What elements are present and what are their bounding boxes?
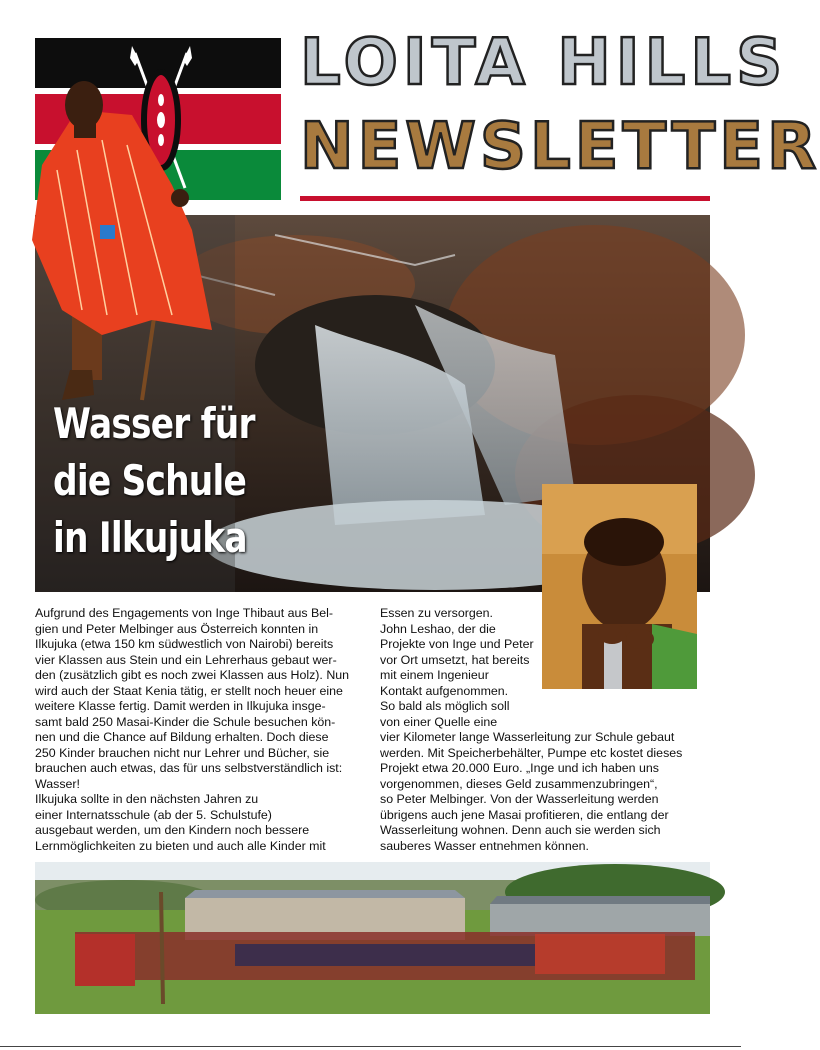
article-line: so Peter Melbinger. Von der Wasserleitung werden — [380, 792, 659, 806]
article-line: den (zusätzlich gibt es noch zwei Klassen aus Holz). Nun — [35, 668, 350, 682]
article-line: gien und Peter Melbinger aus Österreich konnten in — [35, 621, 319, 636]
article-line: vier Klassen aus Stein und ein Lehrerhaus gebaut wer- — [35, 652, 337, 667]
newsletter-masthead — [300, 26, 820, 202]
article-line: sauberes Wasser entnehmen können. — [380, 838, 589, 853]
article-line: ausgebaut werden, um den Kindern noch bessere — [35, 823, 310, 837]
article-line: Lernmöglichkeiten zu bieten und auch alle Kinder mit — [35, 838, 326, 853]
school-group-photo — [35, 862, 710, 1014]
article-line: vor Ort umsetzt, hat bereits — [380, 652, 530, 667]
article-line: Projekte von Inge und Peter — [380, 637, 534, 651]
article-line: vier Kilometer lange Wasserleitung zur Schule gebaut — [380, 730, 675, 744]
article-line: einer Internatsschule (ab der 5. Schulstufe) — [35, 807, 272, 822]
masthead-rule — [300, 196, 710, 201]
headline-line-2: die Schule — [53, 456, 247, 505]
article-line: mit einem Ingenieur — [380, 668, 489, 682]
headline — [53, 395, 299, 566]
article-line: 250 Kinder brauchen nicht nur Lehrer und Bücher, sie — [35, 745, 330, 760]
article-column-2 — [380, 606, 710, 854]
article-line: übrigens auch jene Masai profitieren, die entlang der — [380, 807, 669, 822]
article-line: Wasser! — [35, 776, 80, 791]
article-line: Ilkujuka (etwa 150 km südwestlich von Nairobi) bereits — [35, 637, 334, 651]
headline-line-1: Wasser für — [53, 399, 255, 448]
masthead-line-2: NEWSLETTER — [300, 110, 820, 184]
article-line: Essen zu versorgen. — [380, 606, 493, 620]
article-line: Ilkujuka sollte in den nächsten Jahren zu — [35, 792, 259, 806]
article-line: Aufgrund des Engagements von Inge Thibaut aus Bel- — [35, 606, 334, 620]
article-line: weitere Klasse fertig. Damit werden in Ilkujuka insge- — [35, 699, 326, 713]
maasai-man-figure — [22, 70, 222, 410]
article-line: Wasserleitung wohnen. Denn auch sie werden sich — [380, 823, 661, 837]
article-line: von einer Quelle eine — [380, 714, 498, 729]
article-line: So bald als möglich soll — [380, 699, 510, 713]
masthead-line-1: LOITA HILLS — [300, 26, 788, 100]
article-line: vorgenommen, dieses Geld zusammenzubringen“, — [380, 776, 658, 791]
page-bottom-rule — [0, 1046, 741, 1047]
article-line: Kontakt aufgenommen. — [380, 683, 509, 698]
article-line: Projekt etwa 20.000 Euro. „Inge und ich haben uns — [380, 761, 659, 775]
article-line: samt bald 250 Masai-Kinder die Schule besuchen kön- — [35, 714, 336, 729]
article-line: wird auch der Staat Kenia tätig, er stellt noch heuer eine — [35, 683, 343, 698]
article-line: John Leshao, der die — [380, 621, 496, 636]
headline-line-3: in Ilkujuka — [53, 513, 247, 562]
article-line: nen und die Chance auf Bildung erhalten. Doch diese — [35, 730, 329, 744]
article-column-1 — [35, 606, 370, 854]
article-line: werden. Mit Speicherbehälter, Pumpe etc kostet dieses — [380, 745, 683, 760]
article-line: brauchen auch etwas, das für uns selbstverständlich ist: — [35, 761, 343, 775]
